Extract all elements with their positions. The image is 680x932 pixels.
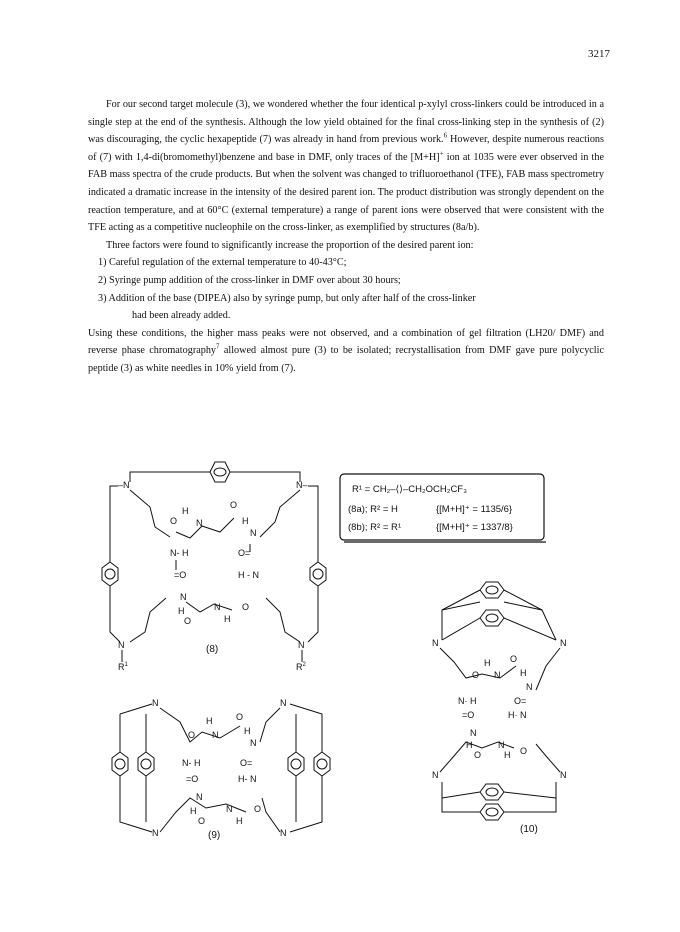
bond [130,472,210,482]
svg-text:H: H [206,716,213,726]
paragraph-1-part-b: However, despite numerous reactions of (7) with 1,4-di(bromomethyl)benzene and base in DMF, only traces of the [M+H] [88,134,604,163]
svg-text:H: H [190,806,197,816]
svg-text:O: O [170,516,178,526]
paragraph-1-part-a: For our second target molecule (3), we wondered whether the four identical p-xylyl cross-linkers could be introduced in a single step at the end of the synthesis. Although the low yield obtained for the final cross-linking step in the synthesis of (2) was discouraging, the cyclic hexapeptide (7) was already in hand from previous work. [88,99,604,146]
bond [160,798,246,832]
box-line-2b: {[M+H]⁺ = 1135/6} [436,504,513,515]
benzene-ring [138,752,154,776]
chemical-structures-figure [90,452,610,862]
bond [442,792,480,798]
paragraph-3-part-a: Using these conditions, the higher mass peaks were not observed, and a combination of gel filtration (LH20/ DMF) and reverse phase chromatography [88,327,604,357]
bond [120,704,152,714]
svg-text:N: N [432,638,439,648]
bond [110,486,118,562]
bond [120,776,152,832]
bond [308,586,318,642]
bond [186,602,232,612]
svg-text:O: O [254,804,262,814]
paragraph-3-part-b: allowed almost pure (3) to be isolated; recrystallisation from DMF gave pure polycyclic peptide (3) as white needles in 10% yield from (7). [88,345,604,374]
svg-text:O: O [184,616,192,626]
bond [290,776,322,832]
svg-text:H: H [178,606,185,616]
svg-text:H: H [520,668,527,678]
r2-label: $R^2$ [296,662,306,672]
benzene-ring [480,784,504,800]
svg-text:H: H [182,506,189,516]
svg-text:O: O [230,500,238,510]
bond [266,598,300,642]
svg-text:N: N [212,730,219,740]
svg-text:H: H [244,726,251,736]
svg-text:=O: =O [186,774,199,784]
bond [176,518,234,538]
svg-text:N: N [152,828,159,838]
bond [262,798,280,832]
bond [110,586,120,642]
svg-text:–N: –N [118,480,130,490]
label-9: (9) [208,830,221,841]
svg-text:N· H: N· H [458,696,477,706]
benzene-ring [210,462,230,482]
svg-text:H· N: H· N [508,710,527,720]
box-line-2a: (8a); R² = H [348,504,398,515]
bond [504,590,542,610]
svg-text:N: N [180,592,187,602]
svg-text:N: N [498,740,505,750]
bond [536,648,560,690]
benzene-ring [102,562,118,586]
svg-text:N: N [280,828,287,838]
svg-text:N: N [118,640,125,650]
factor-list [88,254,604,324]
structure-9 [112,698,330,841]
box-line-3b: {[M+H]⁺ = 1337/8} [436,522,513,533]
paragraph-1 [88,96,604,237]
svg-text:N: N [152,698,159,708]
bond [504,792,556,798]
svg-text:O: O [510,654,518,664]
svg-text:O=: O= [514,696,527,706]
label-10: (10) [520,824,538,835]
paragraph-2: Three factors were found to significantly increase the proportion of the desired parent ion: [106,239,474,251]
list-item: 1) Careful regulation of the external temperature to 40-43°C; [98,257,347,269]
r1-label: $R^1$ [118,662,128,672]
bond [504,618,556,640]
svg-text:=O: =O [462,710,475,720]
svg-text:O: O [474,750,482,760]
svg-text:H: H [236,816,243,826]
svg-text:O: O [236,712,244,722]
svg-text:O=: O= [238,548,251,558]
svg-text:O: O [520,746,528,756]
svg-text:O: O [188,730,196,740]
box-line-1: R¹ = CH₂–⟨⟩–CH₂OCH₂CF₃ [352,484,467,495]
bond [130,490,170,537]
svg-text:N: N [196,518,203,528]
benzene-ring [112,752,128,776]
bond [442,590,480,610]
bond [130,598,166,642]
benzene-ring [314,752,330,776]
benzene-ring [480,804,504,820]
structure-10 [432,582,567,835]
svg-text:N: N [250,738,257,748]
svg-text:H: H [484,658,491,668]
structure-8 [102,462,326,672]
svg-text:N: N [470,728,477,738]
reference-7: 7 [216,342,220,351]
svg-text:N: N [560,638,567,648]
svg-text:N–: N– [296,480,308,490]
benzene-ring [480,610,504,626]
svg-text:H: H [504,750,511,760]
bond [260,708,280,742]
svg-text:H: H [242,516,249,526]
page-number: 3217 [588,48,610,60]
list-item: 3) Addition of the base (DIPEA) also by syringe pump, but only after half of the cross-linker [98,292,476,304]
svg-text:N- H: N- H [182,758,201,768]
svg-text:N: N [214,602,221,612]
structures-svg [90,452,610,862]
list-item-continuation: had been already added. [132,310,231,322]
bond [442,618,480,640]
svg-text:N: N [432,770,439,780]
svg-text:O: O [198,816,206,826]
svg-text:N: N [298,640,305,650]
bond [536,744,560,772]
bond [308,486,318,562]
svg-text:H: H [224,614,231,624]
bond [290,704,322,752]
svg-text:N: N [226,804,233,814]
svg-text:O: O [242,602,250,612]
list-item: 2) Syringe pump addition of the cross-linker in DMF over about 30 hours; [98,274,401,286]
paragraph-3 [88,325,604,378]
label-8: (8) [206,644,219,655]
reference-6: 6 [443,131,448,140]
svg-text:N: N [526,682,533,692]
plus-superscript: + [439,149,444,158]
svg-text:H: H [466,740,473,750]
paragraph-1-part-c: ion at 1035 were ever observed in the FAB mass spectra of the crude products. But when the solvent was changed to trifluoroethanol (TFE), FAB mass spectrometry indicated a dramatic increase in the intensity of the desired parent ion. The product distribution was strongly dependent on the reaction temperature, and at 60°C (external temperature) a range of parent ions were observed that were consistent with the TFE acting as a competitive nucleophile on the cross-linker, as exemplified by structures (8a/b). [88,151,604,234]
svg-text:N: N [560,770,567,780]
svg-text:N: N [280,698,287,708]
benzene-ring [310,562,326,586]
box-line-3a: (8b); R² = R¹ [348,522,402,533]
svg-text:O: O [472,670,480,680]
body-text [88,96,604,378]
bond [160,708,240,742]
svg-text:O=: O= [240,758,253,768]
formula-box [340,474,546,542]
svg-text:N: N [196,792,203,802]
svg-text:H- N: H- N [238,774,257,784]
svg-text:N- H: N- H [170,548,189,558]
svg-text:=O: =O [174,570,187,580]
benzene-ring [480,582,504,598]
svg-text:N: N [250,528,257,538]
benzene-ring [288,752,304,776]
svg-text:H - N: H - N [238,570,259,580]
bond [230,472,300,482]
bond [260,490,300,537]
svg-text:N: N [494,670,501,680]
